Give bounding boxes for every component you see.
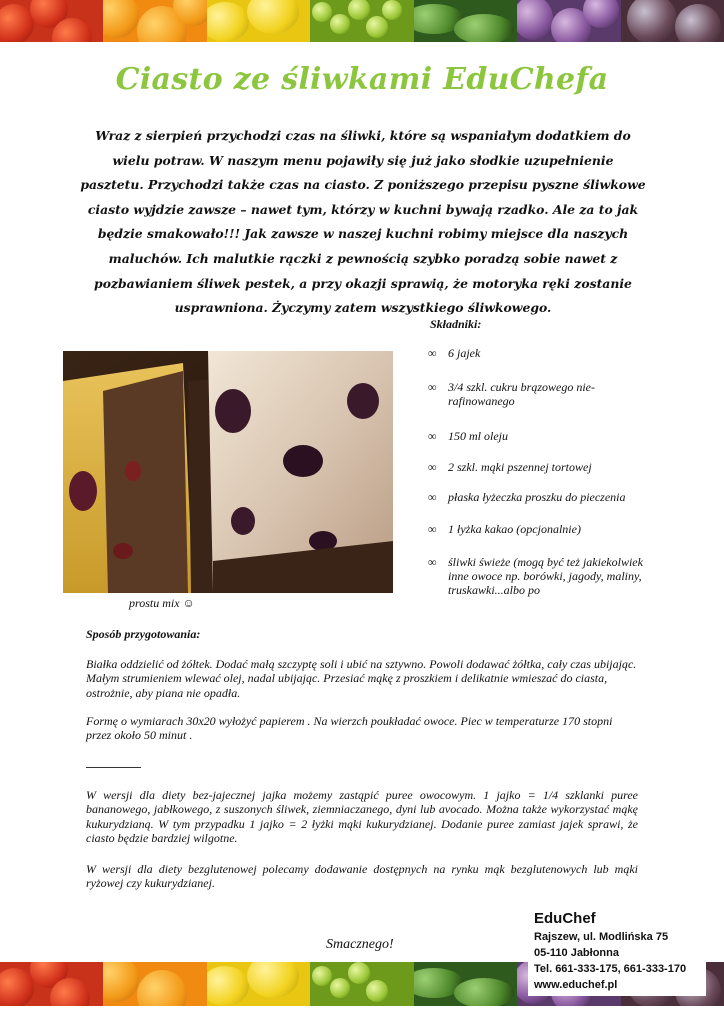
plum-image <box>517 0 620 42</box>
ingredient-text: 6 jajek <box>448 346 481 360</box>
ingredient-text: płaska łyżeczka proszku do pieczenia <box>448 490 626 504</box>
lemon-image <box>207 0 310 42</box>
contact-box <box>528 904 706 996</box>
closing-text: Smacznego! <box>326 937 394 952</box>
list-item <box>428 460 644 474</box>
infinity-bullet-icon: ∞ <box>428 346 437 360</box>
ingredient-text: 150 ml oleju <box>448 429 508 443</box>
dark-plum-image <box>621 0 724 42</box>
egg-free-note: W wersji dla diety bez-jajecznej jajka możemy zastąpić puree owocowym. 1 jajko = 1/4 szklanki puree bananowego, jabłkowego, z suszonych śliwek, ziemniaczanego, dyni lub avocado. Można także wykorzystać mąkę kukurydzianą. W tym przypadku 1 jajko = 2 łyżki mąki kukurydzianej. Dodanie puree zamiast jajek sprawi, że ciasto będzie bardziej wilgotne. <box>86 788 638 846</box>
top-fruit-banner <box>0 0 724 42</box>
cucumber-image <box>414 0 517 42</box>
infinity-bullet-icon: ∞ <box>428 555 437 569</box>
cake-illustration <box>63 351 393 593</box>
address: Rajszew, ul. Modlińska 75 <box>534 931 669 943</box>
infinity-bullet-icon: ∞ <box>428 522 437 536</box>
website-link[interactable]: www.educhef.pl <box>534 979 618 991</box>
infinity-bullet-icon: ∞ <box>428 429 437 443</box>
tomato-image <box>0 0 103 42</box>
list-item <box>428 555 644 597</box>
footnote-divider <box>86 767 141 768</box>
ingredient-text: śliwki świeże (mogą być też jakiekolwiek inne owoce np. borówki, jagody, maliny, truskawki...albo po <box>448 555 643 597</box>
infinity-bullet-icon: ∞ <box>428 490 437 504</box>
tomato-image <box>0 962 103 1006</box>
photo-caption: prostu mix ☺ <box>129 596 195 610</box>
orange-image <box>103 0 206 42</box>
method-paragraph-1: Białka oddzielić od żółtek. Dodać małą szczyptę soli i ubić na sztywno. Powoli dodawać żółtka, cały czas ubijając. Małym strumieniem wlewać olej, nadal ubijając. Przesiać mąkę z proszkiem i delikatnie wmieszać do ciasta, ostrożnie, aby piana nie opadła. <box>86 657 637 700</box>
infinity-bullet-icon: ∞ <box>428 380 437 394</box>
method-paragraph-2: Formę o wymiarach 30x20 wyłożyć papierem . Na wierzch poukładać owoce. Piec w temperaturze 170 stopni przez około 50 minut . <box>86 714 613 743</box>
page-title: Ciasto ze śliwkami EduChefa <box>115 62 609 97</box>
gluten-free-note: W wersji dla diety bezglutenowej polecamy dodawanie dostępnych na rynku mąk bezglutenowych lub mąki ryżowej czy kukurydzianej. <box>86 862 638 891</box>
ingredients-heading: Składniki: <box>430 317 482 331</box>
lemon-image <box>207 962 310 1006</box>
list-item <box>428 522 644 536</box>
list-item <box>428 490 644 504</box>
cake-photo <box>63 351 393 593</box>
postal-code: 05-110 Jabłonna <box>534 947 619 959</box>
ingredient-text: 3/4 szkl. cukru brązowego nie-rafinowanego <box>448 380 595 408</box>
phone-number: Tel. 661-333-175, 661-333-170 <box>534 963 687 975</box>
grape-image <box>310 962 413 1006</box>
list-item <box>428 429 644 443</box>
intro-text: Wraz z sierpień przychodzi czas na śliwki, które są wspaniałym dodatkiem do wielu potraw. W naszym menu pojawiły się już jako słodkie uzupełnienie pasztetu. Przychodzi także czas na ciasto. Z poniższego przepisu pyszne śliwkowe ciasto wyjdzie zawsze – nawet tym, którzy w kuchni bywają rzadko. Ale za to jak będzie smakowało!!! Jak zawsze w naszej kuchni robimy miejsce dla naszych maluchów. Ich malutkie rączki z pewnością szybko poradzą sobie nawet z pozbawianiem śliwek pestek, a przy okazji sprawią, że motoryka ręki zostanie usprawniona. Życzymy zatem wszystkiego śliwkowego. <box>80 128 646 316</box>
method-heading: Sposób przygotowania: <box>86 627 201 641</box>
company-name: EduChef <box>534 910 596 927</box>
list-item <box>428 346 644 360</box>
cucumber-image <box>414 962 517 1006</box>
grape-image <box>310 0 413 42</box>
list-item <box>428 380 644 408</box>
ingredient-text: 2 szkl. mąki pszennej tortowej <box>448 460 592 474</box>
infinity-bullet-icon: ∞ <box>428 460 437 474</box>
ingredient-text: 1 łyżka kakao (opcjonalnie) <box>448 522 581 536</box>
orange-image <box>103 962 206 1006</box>
